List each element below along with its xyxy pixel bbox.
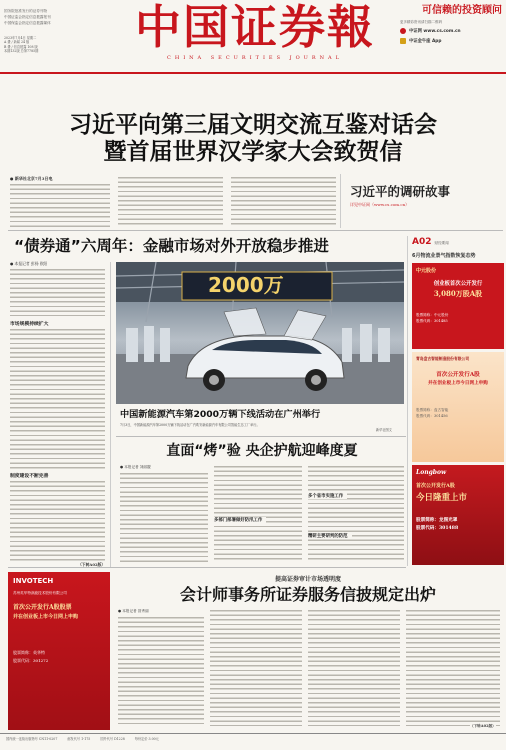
story3-subhead-1: 多部门部署做好防汛工作 xyxy=(214,517,266,523)
ad-pangu-l1: 首次公开发行A股 xyxy=(436,372,480,378)
ad-jiyuan-name: 中元股份 xyxy=(416,268,437,274)
ad-jiyuan-l2: 3,080万股A股 xyxy=(433,289,483,298)
rail-label[interactable] xyxy=(412,237,504,247)
story3-subhead-2: 多个省市实施工作 xyxy=(308,493,347,499)
ad-longbow-l3: 股票简称：龙图光罩 xyxy=(416,518,458,523)
story4-col-4 xyxy=(406,609,500,726)
ad-invotech-l1: 首次公开发行A股股票 xyxy=(13,604,72,611)
footer-rule xyxy=(0,733,506,734)
lead-side-box[interactable] xyxy=(350,184,500,208)
note-line: 中国保监会指定信息披露媒体 xyxy=(4,21,51,25)
issue-stack-b: B 叠 / 信息披露 108 版 xyxy=(4,44,38,49)
story2-byline: ● 本报记者 彭扬 欧阳 xyxy=(10,261,48,266)
ad-longbow-l1: 首次公开发行A股 xyxy=(416,483,455,489)
ad-invotech-l3: 股票简称：英华特 xyxy=(13,650,45,655)
rail-page: A02 xyxy=(412,237,432,247)
ad-jiyuan-l1: 创业板首次公开发行 xyxy=(433,281,483,287)
lead-dateline: ● 新华社北京7月3日电 xyxy=(10,176,53,181)
story3-headline: 直面“烤”验 央企护航迎峰度夏 xyxy=(166,443,358,459)
masthead-subtitle: CHINA SECURITIES JOURNAL xyxy=(167,55,343,61)
slogan-text: 可信赖的投资顾问 xyxy=(422,5,502,16)
ad-jiyuan-l3: 股票简称：中元股份 xyxy=(416,313,449,317)
story3-col-2 xyxy=(214,465,302,562)
story4-headline: 会计师事务所证券服务信披规定出炉 xyxy=(179,585,436,604)
note-line: 国务院批准发行的证券刊物 xyxy=(4,9,48,13)
ad-longbow-name: Longbow xyxy=(416,469,447,476)
ad-invotech[interactable] xyxy=(8,572,110,730)
issue-number: 本期132版 总第7785期 xyxy=(4,49,39,54)
story2-subhead-2: 制度建设不断完善 xyxy=(10,474,49,479)
app-link[interactable]: 中证金牛座 App xyxy=(409,39,442,45)
footer xyxy=(6,737,500,741)
lead-bottom-rule xyxy=(8,230,503,231)
ad-pangu-name: 青岛盘古智能制造股份有限公司 xyxy=(416,356,470,361)
story4-col-2 xyxy=(210,609,302,726)
issue-stack-a: A 叠 / 新闻 24 版 xyxy=(4,40,30,45)
ad-invotech-brand: INVOTECH xyxy=(13,577,54,585)
lead-headline-line2: 暨首届世界汉学家大会致贺信 xyxy=(103,139,403,165)
photo-credit: 新华社图文 xyxy=(376,428,392,432)
ad-longbow-l4: 股票代码：301488 xyxy=(416,526,459,531)
footer-postal: 邮发代号 1-175 xyxy=(67,737,91,741)
story4-byline: ● 本报记者 昝秀丽 xyxy=(118,609,149,613)
masthead-title: 中国证券報 xyxy=(135,0,375,54)
issue-date: 2023年7月4日 星期二 xyxy=(4,36,37,40)
slogan xyxy=(400,4,502,17)
story3-subhead-3: 精研主要研判的防范 xyxy=(308,533,352,539)
story2-headline: “债券通”六周年：金融市场对外开放稳步推进 xyxy=(14,237,329,255)
lead-headline-line1: 习近平向第三届文明交流互鉴对话会 xyxy=(69,112,437,138)
lead-column-1 xyxy=(10,183,110,227)
photo-headline: 中国新能源汽车第2000万辆下线活动在广州举行 xyxy=(120,409,321,420)
story4-continuation[interactable]: （下转A02版） xyxy=(470,724,496,728)
lead-headline xyxy=(0,112,506,166)
side-sub: 详见中证网（www.cs.com.cn） xyxy=(350,202,410,207)
rail-divider xyxy=(407,236,408,566)
masthead-left-notes xyxy=(4,8,94,26)
ad-pangu[interactable] xyxy=(412,352,504,462)
story4-col-3 xyxy=(308,609,400,726)
story2-subhead-1: 市场规模持续扩大 xyxy=(10,322,49,327)
lead-column-3 xyxy=(231,176,336,227)
story3-byline: ● 本报记者 刘丽靓 xyxy=(120,465,151,469)
photo-caption: 7月3日，中国新能源汽车第2000万辆下线活动在广汽埃安新能源汽车有限公司智能生态工厂举行。 xyxy=(120,423,260,427)
masthead-rule xyxy=(0,72,506,74)
ad-invotech-company: 苏州英华特涡旋技术股份有限公司 xyxy=(13,591,67,595)
footer-price: 每份定价 3.00元 xyxy=(134,737,159,741)
story3-col-3 xyxy=(308,465,404,562)
photo-banner-number: 2000万 xyxy=(208,273,284,297)
note-line: 中国证监会指定信息披露报刊 xyxy=(4,15,51,19)
story4-col-1 xyxy=(118,616,204,726)
qr-hint: 更多精彩资讯请扫描二维码 xyxy=(400,20,442,24)
ad-jiyuan-l4: 股票代码：301485 xyxy=(416,319,448,323)
lead-column-2 xyxy=(118,176,223,227)
story3-col-1 xyxy=(120,472,208,562)
ad-pangu-l2: 并在创业板上市今日网上申购 xyxy=(428,381,488,386)
footer-cn: 国内统一连续出版物号 CN11-0207 xyxy=(6,737,58,741)
lead-side-divider xyxy=(340,174,341,228)
ad-invotech-l4: 股票代码：301272 xyxy=(13,658,49,663)
ad-pangu-l3: 股票简称：盘古智能 xyxy=(416,408,449,412)
story2-continuation[interactable]: （下转A02版） xyxy=(78,562,106,567)
newspaper-logo xyxy=(130,0,380,61)
story2-col-1 xyxy=(10,268,105,316)
story2-col-1c xyxy=(10,480,105,562)
app-icon xyxy=(400,38,406,44)
lower-rule xyxy=(8,567,406,568)
ad-longbow-l2: 今日隆重上市 xyxy=(416,493,468,503)
channels-block xyxy=(400,20,502,44)
photo-rule xyxy=(116,436,406,437)
rail-page-sub: 财经要闻 xyxy=(434,241,449,245)
website-link[interactable]: 中证网 www.cs.com.cn xyxy=(409,29,461,35)
news-photo xyxy=(116,262,404,404)
ad-jiyuan[interactable] xyxy=(412,263,504,349)
globe-icon xyxy=(400,28,406,34)
story2-col-1b xyxy=(10,328,105,470)
ad-invotech-l2: 并在创业板上市今日网上申购 xyxy=(13,614,79,620)
rail-teaser[interactable]: 6月物流业景气指数恢复态势 xyxy=(412,253,476,259)
footer-intl: 国外代号 D1228 xyxy=(100,737,125,741)
ad-pangu-l4: 股票代码：301456 xyxy=(416,414,448,418)
issue-meta xyxy=(4,36,96,54)
side-title: 习近平的调研故事 xyxy=(350,184,451,199)
story2-divider xyxy=(110,262,111,567)
ad-longbow[interactable] xyxy=(412,465,504,565)
story4-kicker: 提高证券审计市场透明度 xyxy=(274,576,341,583)
